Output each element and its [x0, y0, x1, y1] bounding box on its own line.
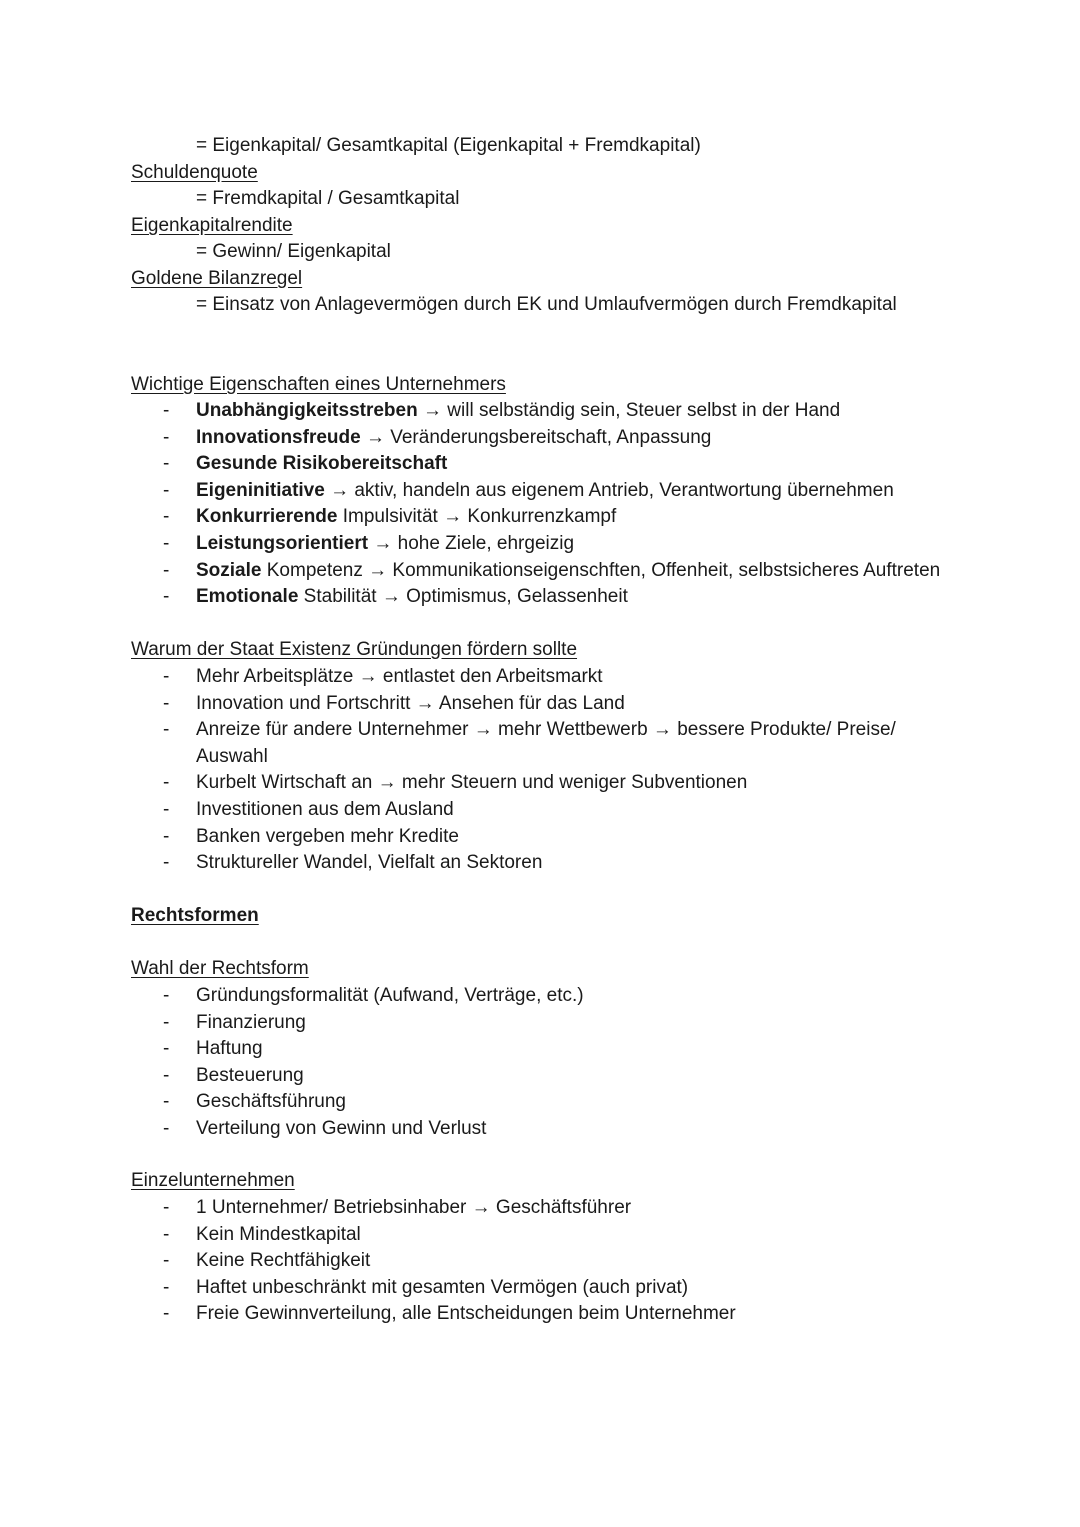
list-item-bold: Innovationsfreude	[196, 426, 361, 448]
list-item: Innovation und Fortschritt → Ansehen für das Land	[196, 692, 625, 714]
ek-rendite-formula: = Gewinn/ Eigenkapital	[196, 241, 391, 262]
bullet-dash: -	[163, 825, 170, 847]
list-item: Verteilung von Gewinn und Verlust	[196, 1118, 487, 1139]
list-item-text: → will selbständig sein, Steuer selbst in der Hand	[417, 400, 841, 421]
list-item-bold: Gesunde Risikobereitschaft	[196, 453, 448, 475]
bullet-dash: -	[163, 666, 170, 687]
list-item: Banken vergeben mehr Kredite	[196, 825, 459, 847]
eigenschaften-heading: Wichtige Eigenschaften eines Unternehmers	[131, 374, 506, 395]
list-item-text: Kompetenz → Kommunikationseigenschften, Offenheit, selbstsicheres Auftreten	[261, 559, 941, 581]
bullet-dash: -	[163, 1038, 170, 1060]
bilanzregel-formula: = Einsatz von Anlagevermögen durch EK und Umlaufvermögen durch Fremdkapital	[196, 294, 897, 315]
list-item	[196, 478, 894, 504]
list-item-bold: Konkurrierende	[196, 506, 338, 528]
list-item	[196, 504, 616, 530]
bullet-dash: -	[163, 479, 170, 501]
bullet-dash: -	[163, 1223, 170, 1245]
einzel-heading: Einzelunternehmen	[131, 1170, 295, 1191]
bullet-dash: -	[163, 426, 170, 448]
list-item	[196, 425, 711, 451]
list-item-bold: Unabhängigkeitsstreben	[196, 400, 418, 421]
bullet-dash: -	[163, 559, 170, 581]
list-item: Geschäftsführung	[196, 1091, 346, 1113]
bullet-dash: -	[163, 1250, 170, 1272]
bullet-dash: -	[163, 1064, 170, 1086]
list-item-bold: Eigeninitiative	[196, 479, 325, 501]
list-item: Struktureller Wandel, Vielfalt an Sektoren	[196, 852, 543, 874]
bullet-dash: -	[163, 985, 170, 1006]
bullet-dash: -	[163, 1197, 170, 1218]
bullet-dash: -	[163, 533, 170, 554]
list-item-text: Impulsivität → Konkurrenzkampf	[337, 506, 617, 528]
list-item-bold: Leistungsorientiert	[196, 533, 369, 554]
list-item: Haftet unbeschränkt mit gesamten Vermögen (auch privat)	[196, 1276, 689, 1298]
list-item: Gründungsformalität (Aufwand, Verträge, etc.)	[196, 985, 584, 1006]
bullet-dash: -	[163, 1303, 170, 1325]
bullet-dash: -	[163, 852, 170, 874]
bullet-dash: -	[163, 1091, 170, 1113]
bullet-dash: -	[163, 1118, 170, 1139]
list-item	[196, 531, 574, 557]
list-item-text: → hohe Ziele, ehrgeizig	[368, 533, 575, 554]
list-item: 1 Unternehmer/ Betriebsinhaber → Geschäftsführer	[196, 1197, 632, 1218]
bullet-dash: -	[163, 799, 170, 820]
list-item	[196, 398, 840, 424]
list-item-bold: Emotionale	[196, 586, 299, 608]
list-item-bold: Soziale	[196, 559, 262, 581]
list-item: Freie Gewinnverteilung, alle Entscheidungen beim Unternehmer	[196, 1303, 736, 1325]
eigenkapitalquote-formula: = Eigenkapital/ Gesamtkapital (Eigenkapital + Fremdkapital)	[196, 135, 701, 156]
bullet-dash: -	[163, 506, 170, 528]
list-item: Kein Mindestkapital	[196, 1223, 361, 1245]
bullet-dash: -	[163, 586, 170, 608]
ek-rendite-heading: Eigenkapitalrendite	[131, 215, 293, 236]
bullet-dash: -	[163, 1011, 170, 1033]
list-item	[196, 558, 940, 584]
schuldenquote-heading: Schuldenquote	[131, 162, 258, 183]
list-item-text: Stabilität → Optimismus, Gelassenheit	[298, 586, 628, 608]
list-item: Besteuerung	[196, 1064, 304, 1086]
list-item: Mehr Arbeitsplätze → entlastet den Arbeitsmarkt	[196, 666, 603, 687]
bullet-dash: -	[163, 719, 170, 741]
bilanzregel-heading: Goldene Bilanzregel	[131, 268, 303, 289]
list-item	[196, 584, 628, 610]
list-item: Haftung	[196, 1038, 263, 1060]
list-item: Investitionen aus dem Ausland	[196, 799, 454, 820]
list-item: Kurbelt Wirtschaft an → mehr Steuern und weniger Subventionen	[196, 772, 748, 794]
list-item: Keine Rechtfähigkeit	[196, 1250, 371, 1272]
bullet-dash: -	[163, 772, 170, 794]
list-item: Finanzierung	[196, 1011, 306, 1033]
bullet-dash: -	[163, 453, 170, 475]
list-item: Anreize für andere Unternehmer → mehr Wettbewerb → bessere Produkte/ Preise/	[196, 719, 896, 741]
list-item	[196, 451, 447, 477]
staat-heading: Warum der Staat Existenz Gründungen fördern sollte	[131, 639, 578, 660]
bullet-dash: -	[163, 692, 170, 714]
list-item-text: → Veränderungsbereitschaft, Anpassung	[360, 426, 712, 448]
rechtsformen-heading: Rechtsformen	[131, 905, 259, 926]
wahl-heading: Wahl der Rechtsform	[131, 958, 309, 979]
bullet-dash: -	[163, 1276, 170, 1298]
bullet-dash: -	[163, 400, 170, 421]
list-item-continuation: Auswahl	[196, 745, 268, 767]
schuldenquote-formula: = Fremdkapital / Gesamtkapital	[196, 188, 460, 209]
list-item-text: → aktiv, handeln aus eigenem Antrieb, Verantwortung übernehmen	[324, 479, 894, 501]
